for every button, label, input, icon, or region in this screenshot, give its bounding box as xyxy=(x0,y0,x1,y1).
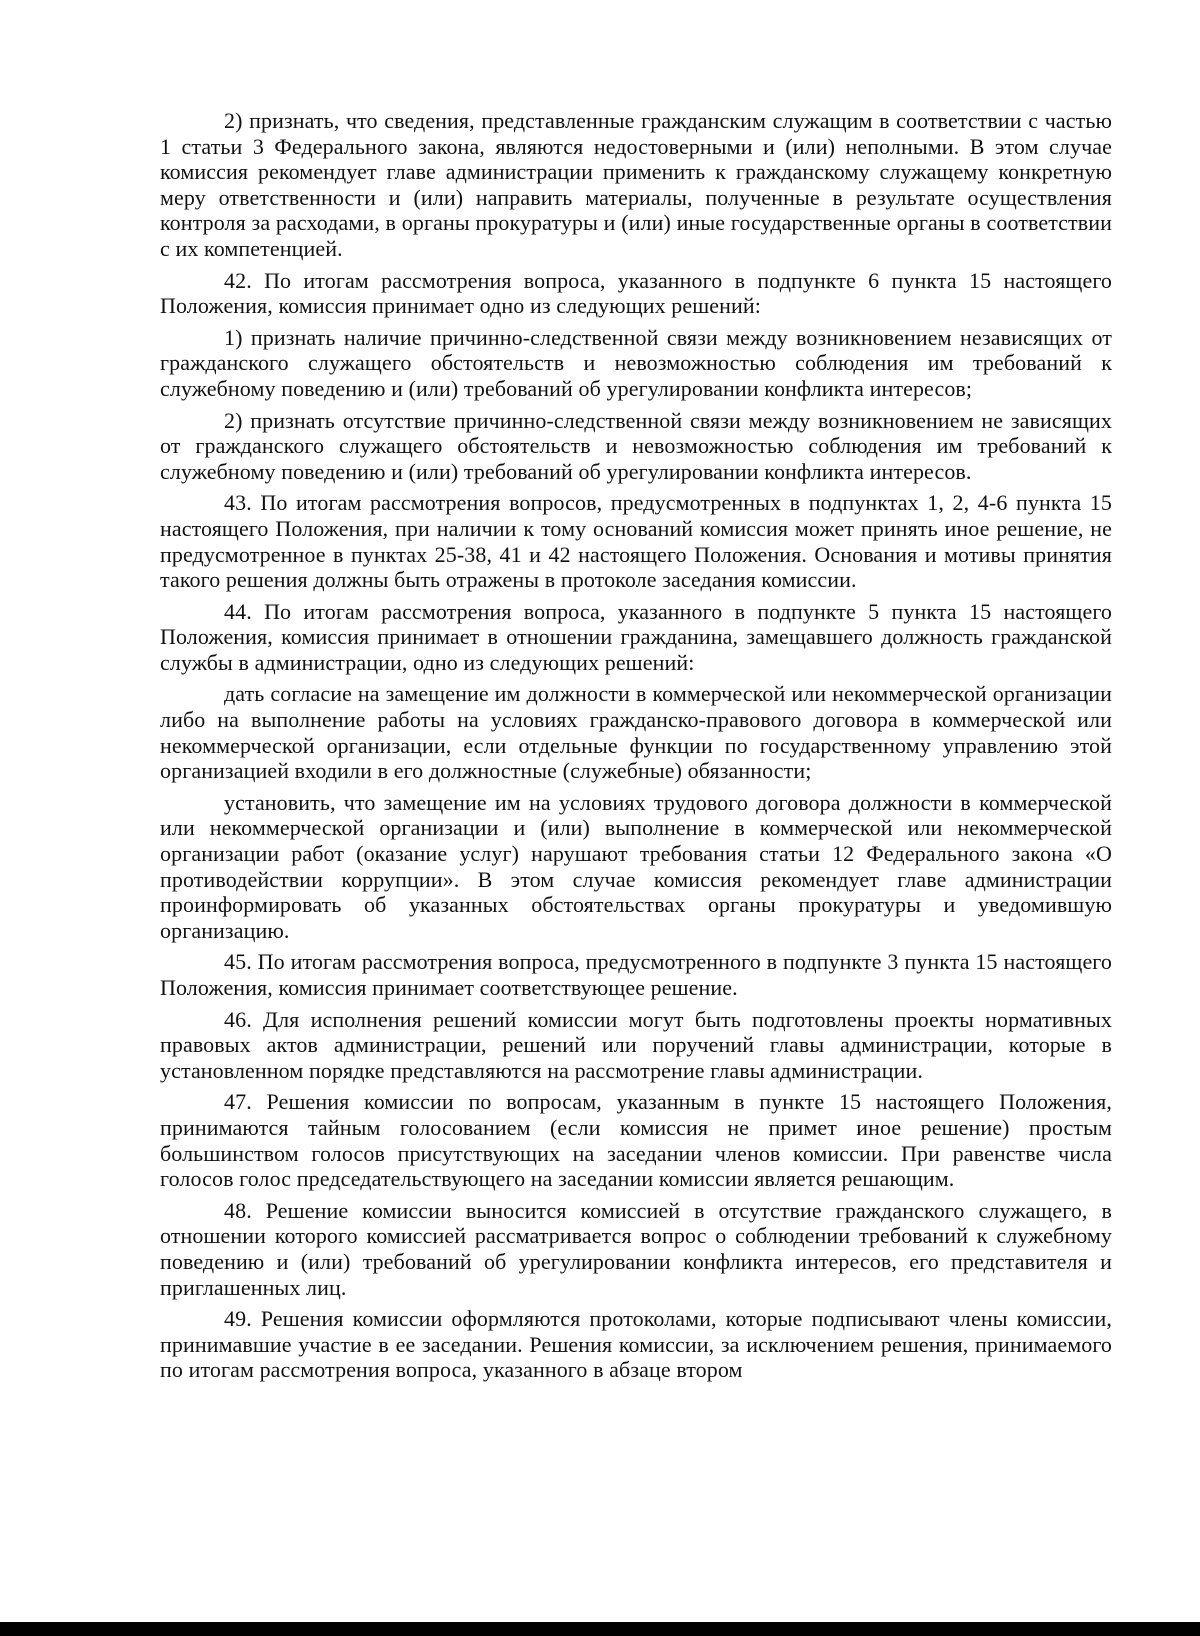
paragraph-42: 42. По итогам рассмотрения вопроса, указанного в подпункте 6 пункта 15 настоящего Положения, комиссия принимает одно из следующих решений: xyxy=(160,267,1112,319)
paragraph-41-2: 2) признать, что сведения, представленные гражданским служащим в соответствии с частью 1 статьи 3 Федерального закона, являются недостоверными и (или) неполными. В этом случае комиссия рекомендует главе администрации применить к гражданскому служащему конкретную меру ответственности и (или) направить материалы, полученные в результате осуществления контроля за расходами, в органы прокуратуры и (или) иные государственные органы в соответствии с их компетенцией. xyxy=(160,108,1112,261)
document-page xyxy=(160,108,1112,1588)
paragraph-44-consent: дать согласие на замещение им должности в коммерческой или некоммерческой организации либо на выполнение работы на условиях гражданско-правового договора в коммерческой или некоммерческой организации, если отдельные функции по государственному управлению этой организацией входили в его должностные (служебные) обязанности; xyxy=(160,681,1112,784)
paragraph-44: 44. По итогам рассмотрения вопроса, указанного в подпункте 5 пункта 15 настоящего Положения, комиссия принимает в отношении гражданина, замещавшего должность гражданской службы в администрации, одно из следующих решений: xyxy=(160,598,1112,675)
paragraph-43: 43. По итогам рассмотрения вопросов, предусмотренных в подпунктах 1, 2, 4-6 пункта 15 настоящего Положения, при наличии к тому оснований комиссия может принять иное решение, не предусмотренное в пунктах 25-38, 41 и 42 настоящего Положения. Основания и мотивы принятия такого решения должны быть отражены в протоколе заседания комиссии. xyxy=(160,490,1112,593)
paragraph-47: 47. Решения комиссии по вопросам, указанным в пункте 15 настоящего Положения, принимаются тайным голосованием (если комиссия не примет иное решение) простым большинством голосов присутствующих на заседании членов комиссии. При равенстве числа голосов голос председательствующего на заседании комиссии является решающим. xyxy=(160,1089,1112,1192)
scan-edge-bar xyxy=(0,1622,1200,1636)
paragraph-48: 48. Решение комиссии выносится комиссией в отсутствие гражданского служащего, в отношении которого комиссией рассматривается вопрос о соблюдении требований к служебному поведению и (или) требований об урегулировании конфликта интересов, его представителя и приглашенных лиц. xyxy=(160,1197,1112,1300)
paragraph-45: 45. По итогам рассмотрения вопроса, предусмотренного в подпункте 3 пункта 15 настоящего Положения, комиссия принимает соответствующее решение. xyxy=(160,949,1112,1000)
paragraph-42-2: 2) признать отсутствие причинно-следственной связи между возникновением не зависящих от гражданского служащего обстоятельств и невозможностью соблюдения им требований к служебному поведению и (или) требований об урегулировании конфликта интересов. xyxy=(160,407,1112,484)
paragraph-49: 49. Решения комиссии оформляются протоколами, которые подписывают члены комиссии, принимавшие участие в ее заседании. Решения комиссии, за исключением решения, принимаемого по итогам рассмотрения вопроса, указанного в абзаце втором xyxy=(160,1306,1112,1383)
paragraph-46: 46. Для исполнения решений комиссии могут быть подготовлены проекты нормативных правовых актов администрации, решений или поручений главы администрации, которые в установленном порядке представляются на рассмотрение главы администрации. xyxy=(160,1006,1112,1083)
paragraph-42-1: 1) признать наличие причинно-следственной связи между возникновением независящих от гражданского служащего обстоятельств и невозможностью соблюдения им требований к служебному поведению и (или) требований об урегулировании конфликта интересов; xyxy=(160,324,1112,401)
paragraph-44-violation: установить, что замещение им на условиях трудового договора должности в коммерческой или некоммерческой организации и (или) выполнение в коммерческой или некоммерческой организации работ (оказание услуг) нарушают требования статьи 12 Федерального закона «О противодействии коррупции». В этом случае комиссия рекомендует главе администрации проинформировать об указанных обстоятельствах органы прокуратуры и уведомившую организацию. xyxy=(160,789,1112,943)
